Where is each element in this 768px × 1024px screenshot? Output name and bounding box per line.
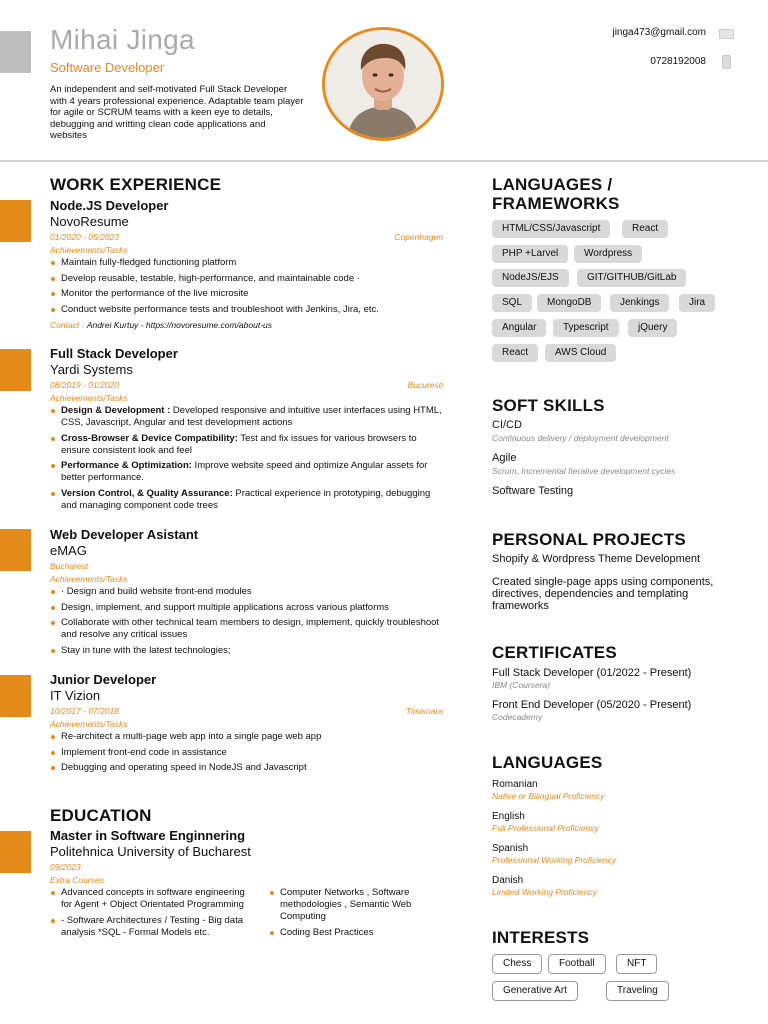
list-item: Coding Best Practices (269, 927, 439, 939)
interest-tag: Generative Art (492, 981, 578, 1001)
job-title: Node.JS Developer (50, 198, 169, 213)
education-heading: EDUCATION (50, 806, 152, 825)
language-name: Spanish (492, 843, 529, 854)
education-date: 09/2023 (50, 862, 81, 872)
job-bullets (50, 731, 443, 774)
list-item: Advanced concepts in software engineering for Agent + Object Orientated Programming (50, 887, 255, 911)
list-item: - Software Architectures / Testing - Big data analysis *SQL - Formal Models etc. (50, 915, 255, 939)
tag: Wordpress (574, 245, 642, 263)
job-bullets (50, 586, 443, 657)
certificate-issuer: Codecademy (492, 712, 543, 722)
projects-heading: PERSONAL PROJECTS (492, 530, 686, 549)
tag: PHP +Larvel (492, 245, 568, 263)
tag: HTML/CSS/Javascript (492, 220, 610, 238)
list-item: Re-architect a multi-page web app into a single page web app (50, 731, 443, 743)
tag: AWS Cloud (545, 344, 616, 362)
candidate-name: Mihai Jinga (50, 24, 195, 55)
job-dates: 08/2019 - 01/2020 (50, 380, 120, 390)
contact-label: Contact : (50, 319, 85, 330)
language-level: Native or Bilingual Proficiency (492, 791, 605, 801)
tag: Jira (679, 294, 715, 312)
tasks-label: Achievements/Tasks (50, 393, 128, 403)
list-item: Performance & Optimization: Improve website speed and optimize Angular assets for better performance. (50, 460, 443, 484)
header-grey-accent (0, 31, 31, 73)
skill-name: CI/CD (492, 419, 522, 431)
email-text[interactable]: jinga473@gmail.com (612, 27, 706, 38)
tag: React (492, 344, 538, 362)
job-entry-novoresume (50, 198, 443, 331)
tag: GIT/GITHUB/GitLab (577, 269, 686, 287)
job-title: Junior Developer (50, 672, 157, 687)
degree-title: Master in Software Enginnering (50, 828, 246, 843)
certificate-name: Full Stack Developer (01/2022 - Present) (492, 667, 692, 679)
language-level: Full Professional Proficiency (492, 823, 599, 833)
skill-desc: Continuous delivery / deployment development (492, 433, 669, 443)
tag: Angular (492, 319, 546, 337)
tag: Jenkings (610, 294, 669, 312)
list-item: Design, implement, and support multiple applications across various platforms (50, 602, 443, 614)
job-company: Yardi Systems (50, 362, 133, 377)
job-accent-bar (0, 529, 31, 571)
certificates-list (492, 667, 732, 722)
interest-tag: Traveling (606, 981, 669, 1001)
frameworks-heading: LANGUAGES / FRAMEWORKS (492, 175, 620, 213)
language-level: Professional Working Proficiency (492, 855, 617, 865)
list-item: Conduct website performance tests and troubleshoot with Jenkins, Jira, etc. (50, 304, 443, 316)
certificate-issuer: IBM (Coursera) (492, 680, 551, 690)
soft-skills-heading: SOFT SKILLS (492, 396, 605, 415)
job-accent-bar (0, 675, 31, 717)
courses-right (269, 887, 439, 942)
tasks-label: Achievements/Tasks (50, 574, 128, 584)
list-item: Debugging and operating speed in NodeJS and Javascript (50, 762, 443, 774)
project-item: Created single-page apps using components, directives, dependencies and templating frameworks (492, 576, 714, 612)
list-item: Computer Networks , Software methodologies , Semantic Web Computing (269, 887, 439, 923)
tag: jQuery (628, 319, 677, 337)
job-title: Web Developer Asistant (50, 527, 199, 542)
interest-tag: Football (548, 954, 606, 974)
work-experience-heading: WORK EXPERIENCE (50, 175, 222, 194)
list-item: · Design and build website front-end modules (50, 586, 443, 598)
frameworks-tags (492, 220, 732, 365)
job-bullets (50, 405, 443, 512)
projects-list (492, 553, 732, 612)
tasks-label: Achievements/Tasks (50, 719, 128, 729)
job-company: IT Vizion (50, 688, 101, 703)
job-bullets (50, 257, 443, 316)
contact-value[interactable]: Andrei Kurtuy - https://novoresume.com/about-us (86, 319, 273, 330)
certificates-heading: CERTIFICATES (492, 643, 617, 662)
job-location: Copenhagen (394, 232, 443, 242)
interest-tag: NFT (616, 954, 657, 974)
profile-photo-image (325, 30, 441, 138)
job-location: Timisoara (405, 706, 443, 716)
skill-name: Software Testing (492, 485, 574, 497)
list-item: Stay in tune with the latest technologies; (50, 645, 443, 657)
language-name: Danish (492, 875, 524, 886)
list-item: Design & Development : Developed responsive and intuitive user interfaces using HTML, CSS, Javascript, Angular and test development actions (50, 405, 443, 429)
languages-heading: LANGUAGES (492, 753, 603, 772)
job-entry-emag (50, 527, 443, 661)
list-item: Develop reusable, testable, high-performance, and maintainable code · (50, 273, 443, 285)
skill-name: Agile (492, 452, 517, 464)
job-company: NovoResume (50, 214, 129, 229)
interests-heading: INTERESTS (492, 928, 590, 947)
tag: NodeJS/EJS (492, 269, 569, 287)
job-entry-itvizion (50, 672, 443, 778)
languages-list (492, 779, 732, 897)
list-item: Version Control, & Quality Assurance: Practical experience in prototyping, debugging and managing component code trees (50, 488, 443, 512)
project-item: Shopify & Wordpress Theme Development (492, 553, 701, 565)
education-entry (50, 828, 443, 942)
envelope-icon (719, 29, 734, 39)
language-name: Romanian (492, 779, 538, 790)
summary-text: An independent and self-motivated Full Stack Developer with 4 years professional experience. Adaptable team player for agile or SCRUM teams with a keen eye to details, debugging and writting clean code applications and websites (50, 84, 304, 141)
job-entry-yardi (50, 346, 443, 516)
job-accent-bar (0, 349, 31, 391)
tag: Typescript (553, 319, 619, 337)
phone-icon (722, 55, 731, 69)
tasks-label: Achievements/Tasks (50, 245, 128, 255)
list-item: Cross-Browser & Device Compatibility: Test and fix issues for various browsers to ensure consistent look and feel (50, 433, 443, 457)
list-item: Maintain fully-fledged functioning platform (50, 257, 443, 269)
job-title: Full Stack Developer (50, 346, 178, 361)
courses-left (50, 887, 255, 942)
job-location: Bucharest (50, 561, 89, 571)
tag: SQL (492, 294, 532, 312)
list-item: Collaborate with other technical team members to design, implement, quickly troubleshoot and resolve any critical issues (50, 617, 443, 641)
profile-photo (322, 27, 444, 141)
job-location: Bucuresti (407, 380, 443, 390)
interests-tags (492, 954, 732, 1004)
job-accent-bar (0, 200, 31, 242)
education-accent-bar (0, 831, 31, 873)
job-dates: 10/2017 - 07/2018 (50, 706, 120, 716)
job-dates: 01/2020 - 05/2023 (50, 232, 120, 242)
tag: MongoDB (537, 294, 601, 312)
courses-columns (50, 887, 443, 942)
header-divider (0, 160, 768, 162)
job-company: eMAG (50, 543, 87, 558)
language-level: Limited Working Proficiency (492, 887, 597, 897)
courses-label: Extra Courses (50, 875, 104, 885)
tag: React (622, 220, 668, 238)
school-name: Politehnica University of Bucharest (50, 844, 251, 859)
interest-tag: Chess (492, 954, 542, 974)
phone-text[interactable]: 0728192008 (650, 56, 706, 67)
soft-skills-list (492, 419, 732, 497)
skill-desc: Scrum, Incremental Iterative development cycles (492, 466, 676, 476)
certificate-name: Front End Developer (05/2020 - Present) (492, 699, 692, 711)
list-item: Implement front-end code in assistance (50, 747, 443, 759)
candidate-role: Software Developer (50, 60, 165, 75)
language-name: English (492, 811, 525, 822)
list-item: Monitor the performance of the live microsite (50, 288, 443, 300)
